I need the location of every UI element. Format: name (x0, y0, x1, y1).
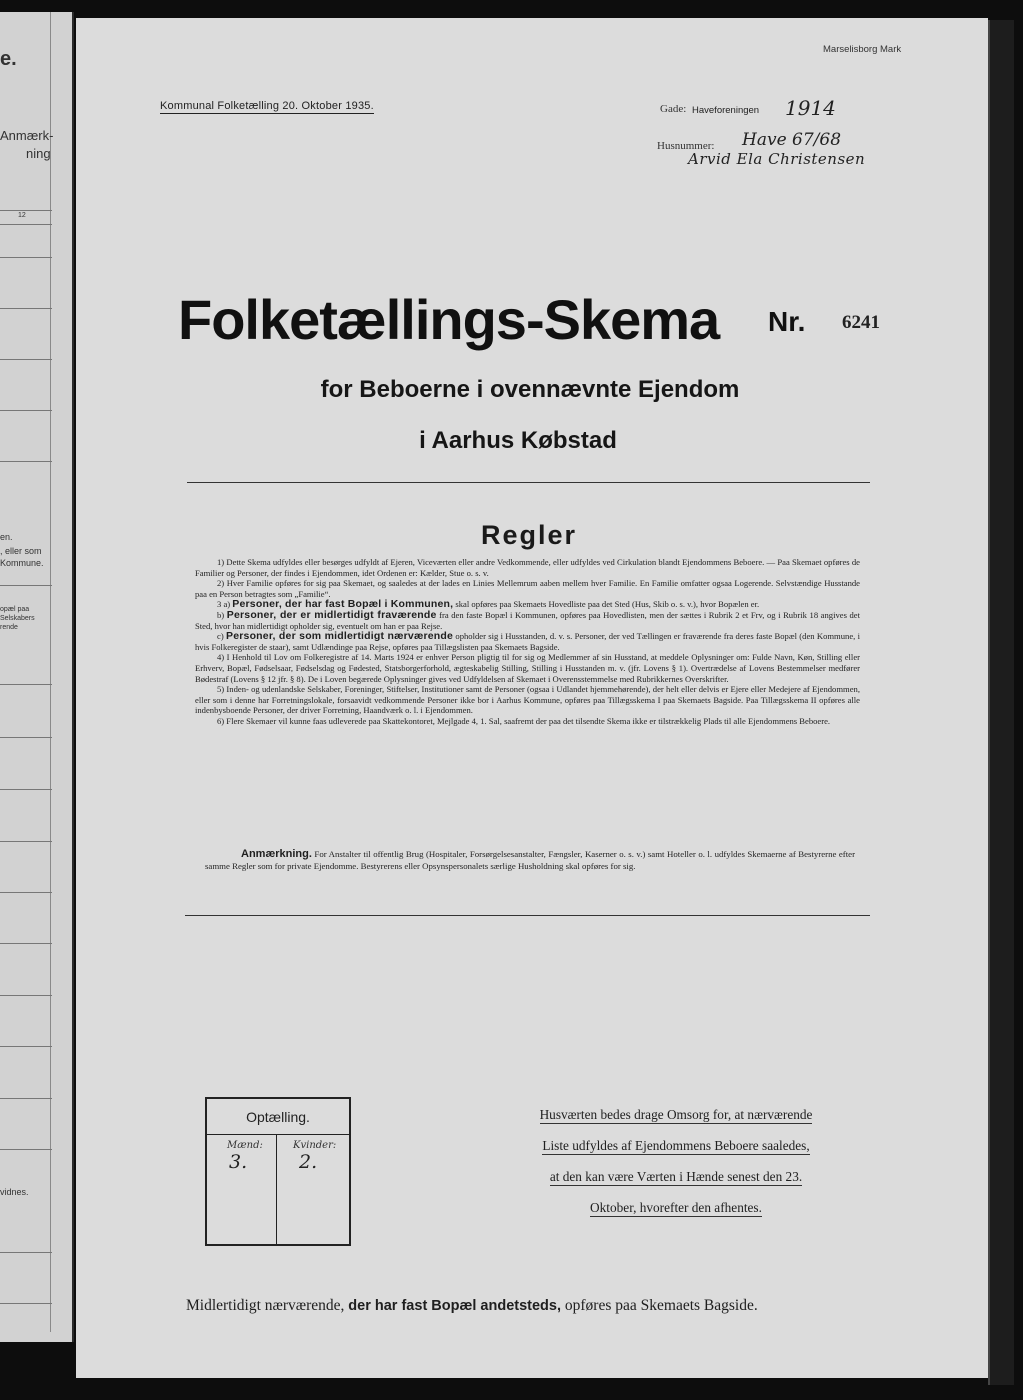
left-fragment-ning: ning (26, 146, 51, 161)
notice-line-3: at den kan være Værten i Hænde senest den 23. (549, 1169, 803, 1184)
book-spine (988, 20, 1014, 1385)
remark-paragraph (205, 849, 855, 872)
women-label: Kvinder: (293, 1140, 337, 1151)
left-line (0, 1046, 52, 1047)
rule-3c-bold: Personer, der som midlertidigt nærværende (226, 630, 454, 643)
rule-3a-text: skal opføres paa Skemaets Hovedliste paa det Sted (Hus, Skib o. s. v.), hvor Bopælen er. (455, 599, 760, 610)
gade-value: Haveforeningen (692, 105, 760, 116)
rule-3c (195, 631, 860, 652)
left-fragment-anmaerk: Anmærk- (0, 128, 54, 143)
men-count: 3. (229, 1151, 248, 1173)
gade-label: Gade: (660, 103, 687, 115)
rule-4: 4) I Henhold til Lov om Folkeregistre af 14. Marts 1924 er enhver Person pligtig til for sig og Medlemmer af sin Husstand, at meddele Oplysninger om: Fulde Navn, Køn, Stilling eller Erhverv, Bopæl, Fødselsaar, Fødselsdag og Fødested, Statsborgerforhold, ægteskabelig Stilling, Stilling i Husstanden m. v. (jfr. Lovens § 1). Overtrædelse af Lovens Bestemmelser medfører Bødestraf (Lovens § 12 jfr. § 8). De i Loven begærede Oplysninger gives ved Udfyldelsen af Skemaet i Overensstemmelse med Rubrikkernes Overskrifter. (195, 652, 860, 684)
left-page-fragment (0, 12, 74, 1342)
left-line (0, 308, 52, 309)
form-number-value: 6241 (842, 312, 880, 333)
left-fragment-e: e. (0, 48, 17, 70)
remark-text: For Anstalter til offentlig Brug (Hospitaler, Forsørgelsesanstalter, Fængsler, Kaserner o. s. v.) samt Hoteller o. l. udfyldes Skemaerne af Bestyrerne efter samme Regler som for private Ejendomme. Bestyrerens eller Opsynspersonalets særlige Husholdning skal opføres for sig. (205, 849, 856, 871)
left-line (0, 995, 52, 996)
left-line (0, 1098, 52, 1099)
footer-pre: Midlertidigt nærværende, (186, 1297, 345, 1314)
rule-3b-bold: Personer, der er midlertidigt fraværende (226, 608, 437, 621)
left-fragment-rende: rende (0, 624, 18, 631)
left-line (0, 789, 52, 790)
landlord-notice (496, 1099, 856, 1223)
left-fragment-kommune: Kommune. (0, 558, 44, 568)
rule-3b-text: fra den faste Bopæl i Kommunen, opføres paa Hovedlisten, men der sættes i Rubrik 2 et Frv, og i Rubrik 18 angives det Sted, hvor han midlertidigt opholder sig, eventuelt om han er paa Rejse. (195, 609, 860, 631)
count-box-title: Optælling. (246, 1109, 310, 1125)
left-fragment-bopael: opæl paa (0, 606, 30, 613)
gade-handwritten-number: 1914 (785, 96, 836, 120)
notice-line-2: Liste udfyldes af Ejendommens Beboere saaledes, (542, 1138, 810, 1153)
left-fragment-12: 12 (18, 212, 26, 219)
left-line (0, 224, 52, 225)
husnummer-handwritten: Have 67/68 (742, 130, 842, 150)
footer-note (186, 1297, 866, 1315)
count-box-divider (207, 1134, 349, 1135)
left-line (0, 684, 52, 685)
rule-3c-text: opholder sig i Husstanden, d. v. s. Personer, der ved Tællingen er fraværende fra deres faste Bopæl (den Kommune, i hvis Folkeregister de staar), samt Udlændinge paa Rejse, opføres paa Tillægslisten paa Skemaets Bagside. (195, 631, 860, 652)
left-line (0, 1303, 52, 1304)
left-line (0, 841, 52, 842)
rule-5: 5) Inden- og udenlandske Selskaber, Foreninger, Stiftelser, Institutioner samt de Personer (ogsaa i Udlandet hjemmehørende), der helt eller delvis er Ejere eller Medejere af Ejendommen, eller som i denne har Forretningslokale, forsaavidt vedkommende Personer ikke bor i Aarhus Kommune, opføres paa Tillægsskema I paa Skemaets Bagside. Paa Tillægsskema II opføres alle indenbysboende Personer, der driver Forretning, Haandværk o. l. i Ejendommen. (195, 684, 860, 716)
form-subtitle-1: for Beboerne i ovennævnte Ejendom (320, 376, 740, 403)
left-fragment-eller-som: , eller som (0, 546, 42, 556)
left-line (0, 410, 52, 411)
count-box-column-divider (276, 1134, 277, 1244)
rule-3b (195, 610, 860, 631)
left-line (0, 1252, 52, 1253)
left-line (0, 1149, 52, 1150)
census-date-line: Kommunal Folketælling 20. Oktober 1935. (160, 100, 374, 112)
left-line (0, 943, 52, 944)
resident-name-handwritten: Arvid Ela Christensen (688, 150, 866, 168)
men-label: Mænd: (227, 1140, 263, 1151)
left-fragment-selskabers: Selskabers (0, 615, 35, 622)
husnummer-label: Husnummer: (657, 140, 715, 152)
left-line (0, 359, 52, 360)
left-line (0, 892, 52, 893)
footer-bold: der har fast Bopæl andetsteds, (348, 1298, 562, 1314)
rule-3c-number: c) (217, 631, 224, 642)
notice-line-1: Husværten bedes drage Omsorg for, at nærværende (539, 1107, 813, 1122)
left-fragment-vidnes: vidnes. (0, 1187, 29, 1197)
rule-2: 2) Hver Familie opføres for sig paa Skemaet, og saaledes at der lades en Linies Mellemrum aaben mellem hver Familie. En Familie omfatter ogsaa Logerende. Selvstændige Husstande paa en Person betragtes som „Familie“. (195, 578, 860, 599)
left-fragment-en: en. (0, 532, 13, 542)
title-divider (187, 482, 870, 483)
rule-3b-number: b) (217, 609, 225, 620)
remark-label: Anmærkning. (241, 848, 312, 860)
top-right-label: Marselisborg Mark (823, 44, 902, 55)
footer-post: opføres paa Skemaets Bagside. (564, 1297, 758, 1314)
left-line (0, 585, 52, 586)
rule-6: 6) Flere Skemaer vil kunne faas udleverede paa Skattekontoret, Mejlgade 4, 1. Sal, saafremt der paa det tilsendte Skema ikke er tilstrækkelig Plads til alle Ejendommens Beboere. (217, 715, 831, 726)
left-line (0, 737, 52, 738)
rules-heading: Regler (480, 520, 578, 550)
rule-1: 1) Dette Skema udfyldes eller besørges udfyldt af Ejeren, Viceværten eller andre Vedkommende, eller udfyldes ved Cirkulation blandt Ejendommens Beboere. — Paa Skemaet opføres de Familier og Personer, der findes i Ejendommen, idet Ordenen er: Kælder, Stue o. s. v. (195, 557, 860, 578)
remark-divider (185, 915, 870, 916)
form-title: Folketællings-Skema (178, 288, 720, 351)
rule-3a-bold: Personer, der har fast Bopæl i Kommunen, (232, 598, 454, 611)
rules-text (195, 557, 860, 727)
left-line (0, 461, 52, 462)
left-line (0, 210, 52, 211)
rule-3a-number: 3 a) (217, 599, 231, 610)
form-subtitle-2: i Aarhus Købstad (419, 427, 617, 454)
count-box (205, 1097, 351, 1246)
women-count: 2. (299, 1151, 318, 1173)
notice-line-4: Oktober, hvorefter den afhentes. (590, 1200, 762, 1215)
form-number-label: Nr. (768, 306, 806, 337)
left-line (0, 257, 52, 258)
